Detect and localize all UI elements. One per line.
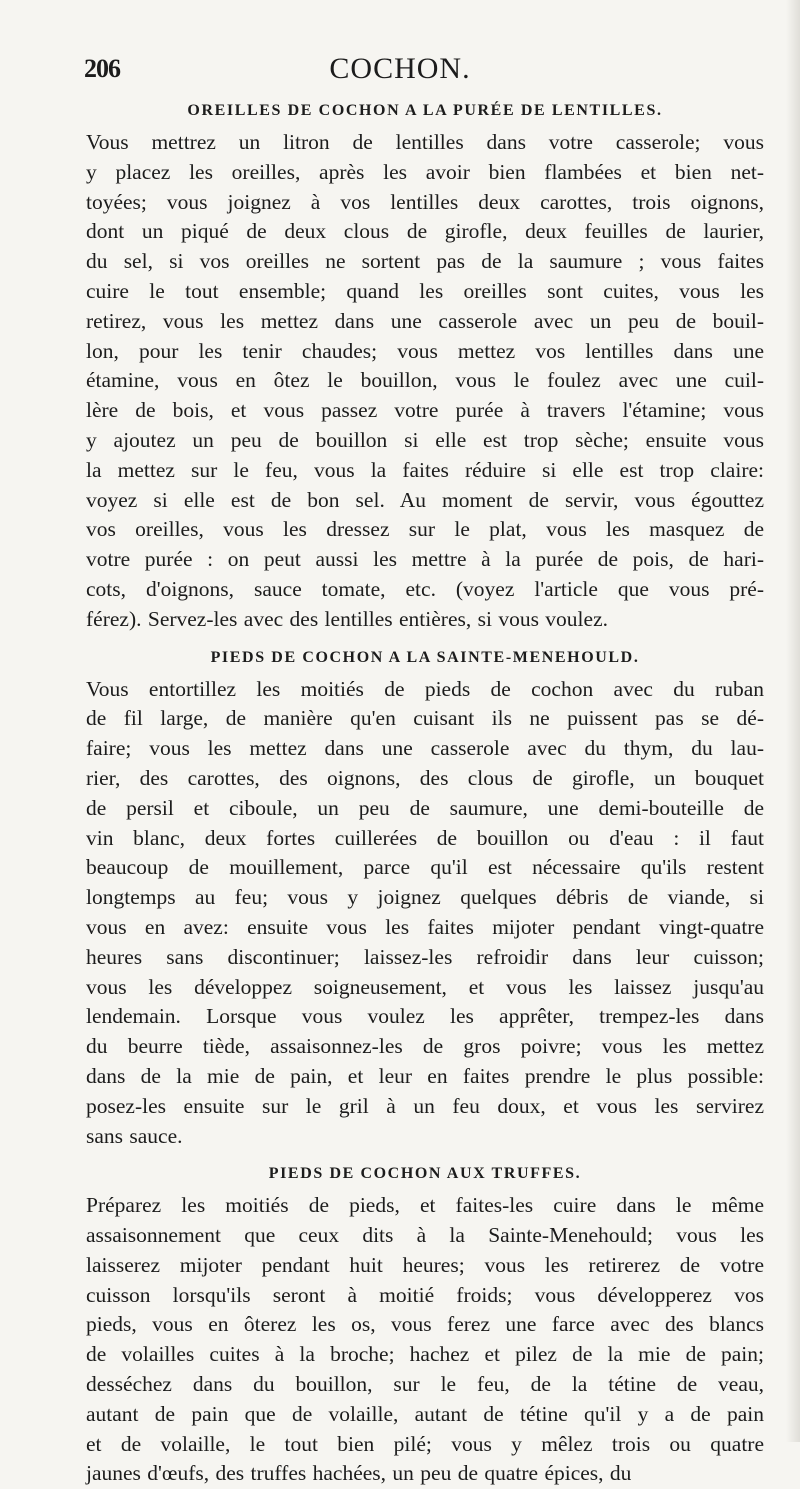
text-line: votre purée : on peut aussi les mettre à la purée de pois, de hari-	[86, 547, 764, 572]
text-line: Vous entortillez les moitiés de pieds de cochon avec du ruban	[86, 676, 764, 701]
text-line: cuire le tout ensemble; quand les oreilles sont cuites, vous les	[86, 278, 764, 303]
text-line: de fil large, de manière qu'en cuisant ils ne puissent pas se dé-	[86, 706, 764, 731]
page-edge-shadow	[786, 0, 800, 1442]
page-number: 206	[84, 54, 120, 83]
text-line: autant de pain que de volaille, autant de tétine qu'il y a de pain	[86, 1401, 764, 1426]
text-line: cuisson lorsqu'ils seront à moitié froids; vous développerez vos	[86, 1282, 764, 1307]
text-line: rier, des carottes, des oignons, des clous de girofle, un bouquet	[86, 765, 764, 790]
text-line: Préparez les moitiés de pieds, et faites-les cuire dans le même	[86, 1193, 764, 1218]
text-line: retirez, vous les mettez dans une casserole avec un peu de bouil-	[86, 308, 764, 333]
text-line: la mettez sur le feu, vous la faites réduire si elle est trop claire:	[86, 457, 764, 482]
text-line: lon, pour les tenir chaudes; vous mettez vos lentilles dans une	[86, 338, 764, 363]
text-line: vin blanc, deux fortes cuillerées de bouillon ou d'eau : il faut	[86, 825, 764, 850]
text-line: lère de bois, et vous passez votre purée à travers l'étamine; vous	[86, 398, 764, 423]
text-line: faire; vous les mettez dans une casserole avec du thym, du lau-	[86, 736, 764, 761]
text-line: dont un piqué de deux clous de girofle, deux feuilles de laurier,	[86, 219, 764, 244]
text-line: laisserez mijoter pendant huit heures; vous les retirerez de votre	[86, 1252, 764, 1277]
text-line: longtemps au feu; vous y joignez quelques débris de viande, si	[86, 885, 764, 910]
text-line: vous les développez soigneusement, et vous les laissez jusqu'au	[86, 974, 764, 999]
text-line: Vous mettrez un litron de lentilles dans votre casserole; vous	[86, 130, 764, 154]
text-line: de volailles cuites à la broche; hachez et pilez de la mie de pain;	[86, 1342, 764, 1367]
section-heading: PIEDS DE COCHON AUX TRUFFES.	[268, 1165, 582, 1183]
running-head	[0, 52, 800, 92]
text-body	[86, 94, 764, 1489]
text-line: desséchez dans du bouillon, sur le feu, de la tétine de veau,	[86, 1372, 764, 1397]
section-heading: OREILLES DE COCHON A LA PURÉE DE LENTILLES.	[187, 102, 663, 119]
text-line: vos oreilles, vous les dressez sur le plat, vous les masquez de	[86, 517, 764, 542]
text-line: étamine, vous en ôtez le bouillon, vous le foulez avec une cuil-	[86, 368, 764, 393]
text-line: assaisonnement que ceux dits à la Sainte-Menehould; vous les	[86, 1223, 764, 1248]
text-line: du beurre tiède, assaisonnez-les de gros poivre; vous les mettez	[86, 1034, 764, 1059]
text-line: du sel, si vos oreilles ne sortent pas de la saumure ; vous faites	[86, 249, 764, 274]
section-paragraph	[86, 675, 764, 1152]
text-line: férez). Servez-les avec des lentilles entières, si vous voulez.	[86, 606, 608, 631]
text-line: beaucoup de mouillement, parce qu'il est nécessaire qu'ils restent	[86, 855, 764, 880]
section-paragraph	[86, 1191, 764, 1489]
text-line: lendemain. Lorsque vous voulez les apprêter, trempez-les dans	[86, 1004, 764, 1029]
text-line: jaunes d'œufs, des truffes hachées, un peu de quatre épices, du	[86, 1461, 632, 1486]
text-line: et de volaille, le tout bien pilé; vous y mêlez trois ou quatre	[86, 1431, 764, 1456]
running-head-title: COCHON.	[329, 52, 471, 85]
text-line: pieds, vous en ôterez les os, vous ferez une farce avec des blancs	[86, 1312, 764, 1337]
section-heading: PIEDS DE COCHON A LA SAINTE-MENEHOULD.	[210, 648, 640, 666]
text-line: de persil et ciboule, un peu de saumure, une demi-bouteille de	[86, 795, 764, 820]
text-line: voyez si elle est de bon sel. Au moment de servir, vous égouttez	[86, 487, 764, 512]
text-line: heures sans discontinuer; laissez-les refroidir dans leur cuisson;	[86, 944, 764, 969]
text-line: sans sauce.	[86, 1123, 183, 1148]
text-line: cots, d'oignons, sauce tomate, etc. (voyez l'article que vous pré-	[86, 576, 764, 601]
text-line: toyées; vous joignez à vos lentilles deux carottes, trois oignons,	[86, 189, 764, 214]
text-line: y placez les oreilles, après les avoir bien flambées et bien net-	[86, 159, 764, 184]
text-line: dans de la mie de pain, et leur en faites prendre le plus possible:	[86, 1063, 764, 1088]
text-line: vous en avez: ensuite vous les faites mijoter pendant vingt-quatre	[86, 914, 764, 939]
section-paragraph	[86, 128, 764, 635]
text-line: y ajoutez un peu de bouillon si elle est trop sèche; ensuite vous	[86, 427, 764, 452]
text-line: posez-les ensuite sur le gril à un feu doux, et vous les servirez	[86, 1093, 764, 1118]
